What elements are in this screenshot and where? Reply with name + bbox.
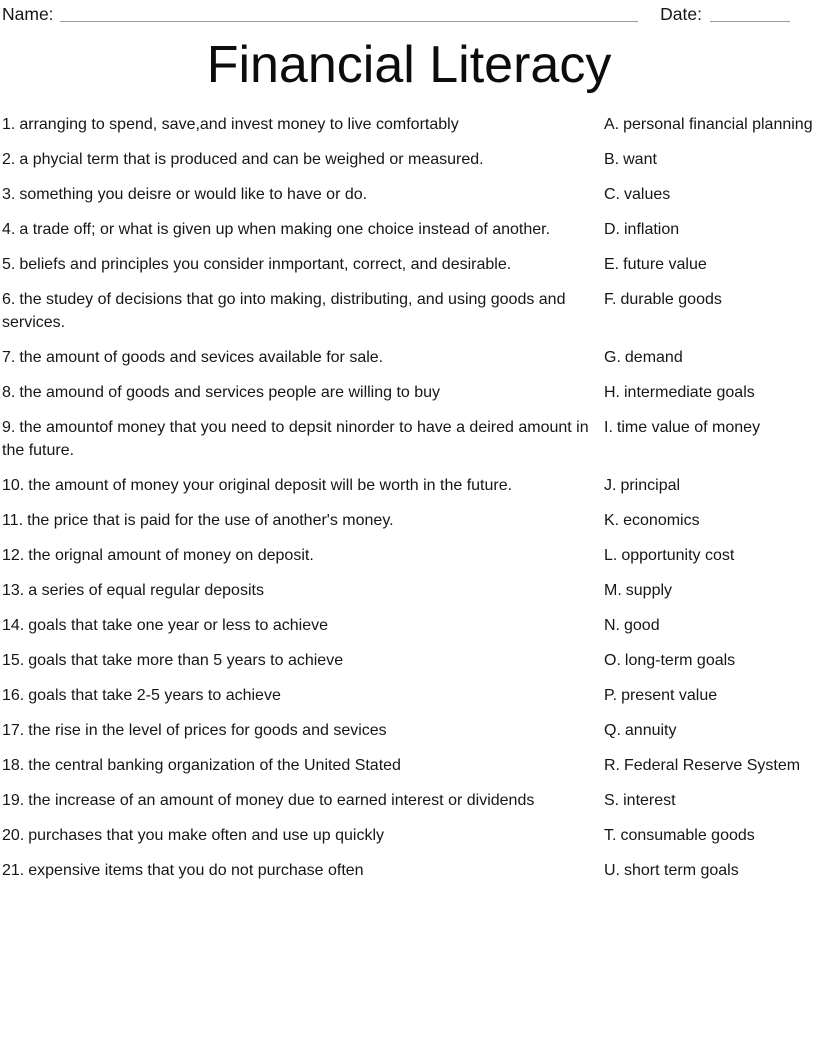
word-bank-term: present value [621,687,718,704]
clue-cell [2,148,602,171]
matching-row [2,253,816,276]
clue-cell [2,288,602,334]
clue-text: beliefs and principles you consider inmportant, correct, and desirable. [19,256,512,273]
clue-cell [2,579,602,602]
word-bank-cell [604,824,816,847]
word-bank-cell [604,719,816,742]
word-bank-cell [604,544,816,567]
word-bank-cell [604,346,816,369]
clue-number: 12. [2,547,25,564]
clue-cell [2,381,602,404]
clue-number: 1. [2,116,16,133]
clue-text: a trade off; or what is given up when making one choice instead of another. [19,221,551,238]
matching-row [2,288,816,334]
clue-text: the amount of goods and sevices available for sale. [19,349,384,366]
clue-number: 18. [2,757,25,774]
page-title: Financial Literacy [206,36,612,94]
clue-number: 16. [2,687,25,704]
matching-row [2,684,816,707]
clue-text: the amountof money that you need to depsit ninorder to have a deired amount in the future. [2,419,589,459]
word-bank-term: supply [625,582,673,599]
clue-text: the rise in the level of prices for goods and sevices [28,722,387,739]
word-bank-term: good [624,617,660,634]
word-bank-letter: E. [604,256,620,273]
clue-number: 14. [2,617,25,634]
clue-number: 17. [2,722,25,739]
clue-text: purchases that you make often and use up quickly [28,827,385,844]
clue-text: the studey of decisions that go into making, distributing, and using goods and services. [2,291,566,331]
clue-number: 2. [2,151,16,168]
matching-row [2,614,816,637]
clue-text: goals that take more than 5 years to achieve [28,652,344,669]
word-bank-term: inflation [624,221,680,238]
matching-row [2,381,816,404]
word-bank-letter: U. [604,862,620,879]
word-bank-cell [604,684,816,707]
word-bank-cell [604,789,816,812]
matching-row [2,218,816,241]
word-bank-term: long-term goals [624,652,736,669]
word-bank-letter: N. [604,617,620,634]
clue-text: expensive items that you do not purchase often [28,862,364,879]
clue-number: 9. [2,419,16,436]
clue-cell [2,509,602,532]
clue-text: arranging to spend, save,and invest money to live comfortably [19,116,459,133]
matching-row [2,859,816,882]
clue-cell [2,113,602,136]
clue-text: the amount of money your original deposit will be worth in the future. [28,477,513,494]
clue-number: 11. [2,512,24,529]
matching-row [2,148,816,171]
matching-row [2,754,816,777]
clue-cell [2,544,602,567]
word-bank-letter: R. [604,757,620,774]
matching-row [2,649,816,672]
word-bank-letter: F. [604,291,617,308]
matching-row [2,544,816,567]
word-bank-cell [604,218,816,241]
date-blank-line [710,21,790,22]
word-bank-term: short term goals [624,862,739,879]
matching-row [2,346,816,369]
clue-text: the orignal amount of money on deposit. [28,547,314,564]
matching-row [2,509,816,532]
matching-row [2,113,816,136]
clue-number: 10. [2,477,25,494]
clue-cell [2,719,602,742]
word-bank-letter: G. [604,349,621,366]
word-bank-letter: J. [604,477,617,494]
word-bank-term: future value [623,256,707,273]
word-bank-term: durable goods [620,291,722,308]
clue-cell [2,416,602,462]
word-bank-term: Federal Reserve System [624,757,801,774]
clue-number: 13. [2,582,25,599]
word-bank-letter: I. [604,419,613,436]
word-bank-cell [604,288,816,311]
word-bank-letter: S. [604,792,620,809]
word-bank-letter: C. [604,186,620,203]
clue-cell [2,183,602,206]
word-bank-term: demand [624,349,683,366]
word-bank-cell [604,649,816,672]
word-bank-letter: H. [604,384,620,401]
word-bank-letter: Q. [604,722,621,739]
word-bank-term: economics [623,512,700,529]
clue-number: 19. [2,792,25,809]
clue-text: goals that take one year or less to achieve [28,617,328,634]
clue-cell [2,824,602,847]
clue-cell [2,649,602,672]
clue-text: a phycial term that is produced and can be weighed or measured. [19,151,484,168]
clue-number: 4. [2,221,16,238]
word-bank-term: annuity [624,722,677,739]
word-bank-term: want [623,151,657,168]
word-bank-cell [604,416,816,439]
clue-cell [2,346,602,369]
clue-cell [2,218,602,241]
clue-number: 8. [2,384,16,401]
name-blank-line [60,21,639,22]
clue-text: the central banking organization of the United Stated [28,757,401,774]
word-bank-term: opportunity cost [621,547,735,564]
word-bank-letter: D. [604,221,620,238]
clue-number: 20. [2,827,25,844]
word-bank-term: interest [623,792,676,809]
word-bank-cell [604,113,816,136]
clue-number: 3. [2,186,16,203]
matching-row [2,789,816,812]
name-label: Name: [2,4,54,24]
word-bank-cell [604,579,816,602]
word-bank-cell [604,509,816,532]
word-bank-letter: B. [604,151,620,168]
matching-list [2,113,816,882]
matching-row [2,183,816,206]
clue-cell [2,684,602,707]
word-bank-term: personal financial planning [623,116,813,133]
word-bank-letter: O. [604,652,621,669]
header [2,2,816,26]
word-bank-cell [604,148,816,171]
word-bank-cell [604,614,816,637]
word-bank-cell [604,183,816,206]
matching-row [2,719,816,742]
clue-number: 5. [2,256,16,273]
word-bank-term: consumable goods [620,827,755,844]
clue-cell [2,789,602,812]
word-bank-cell [604,474,816,497]
word-bank-letter: K. [604,512,620,529]
clue-number: 7. [2,349,16,366]
clue-text: a series of equal regular deposits [28,582,264,599]
clue-cell [2,614,602,637]
word-bank-letter: T. [604,827,617,844]
word-bank-letter: L. [604,547,618,564]
clue-number: 21. [2,862,25,879]
clue-text: the increase of an amount of money due to earned interest or dividends [28,792,535,809]
clue-number: 6. [2,291,16,308]
date-label: Date: [660,4,702,24]
clue-cell [2,253,602,276]
word-bank-cell [604,253,816,276]
clue-cell [2,474,602,497]
word-bank-cell [604,754,816,777]
clue-cell [2,859,602,882]
word-bank-term: principal [620,477,681,494]
word-bank-term: values [624,186,671,203]
matching-row [2,474,816,497]
clue-cell [2,754,602,777]
word-bank-term: intermediate goals [624,384,755,401]
clue-text: something you deisre or would like to have or do. [19,186,368,203]
word-bank-letter: A. [604,116,620,133]
matching-row [2,579,816,602]
matching-row [2,416,816,462]
word-bank-letter: P. [604,687,618,704]
clue-text: goals that take 2-5 years to achieve [28,687,281,704]
word-bank-letter: M. [604,582,622,599]
word-bank-term: time value of money [616,419,761,436]
clue-text: the amound of goods and services people are willing to buy [19,384,441,401]
matching-row [2,824,816,847]
word-bank-cell [604,381,816,404]
word-bank-cell [604,859,816,882]
clue-number: 15. [2,652,25,669]
clue-text: the price that is paid for the use of another's money. [27,512,394,529]
